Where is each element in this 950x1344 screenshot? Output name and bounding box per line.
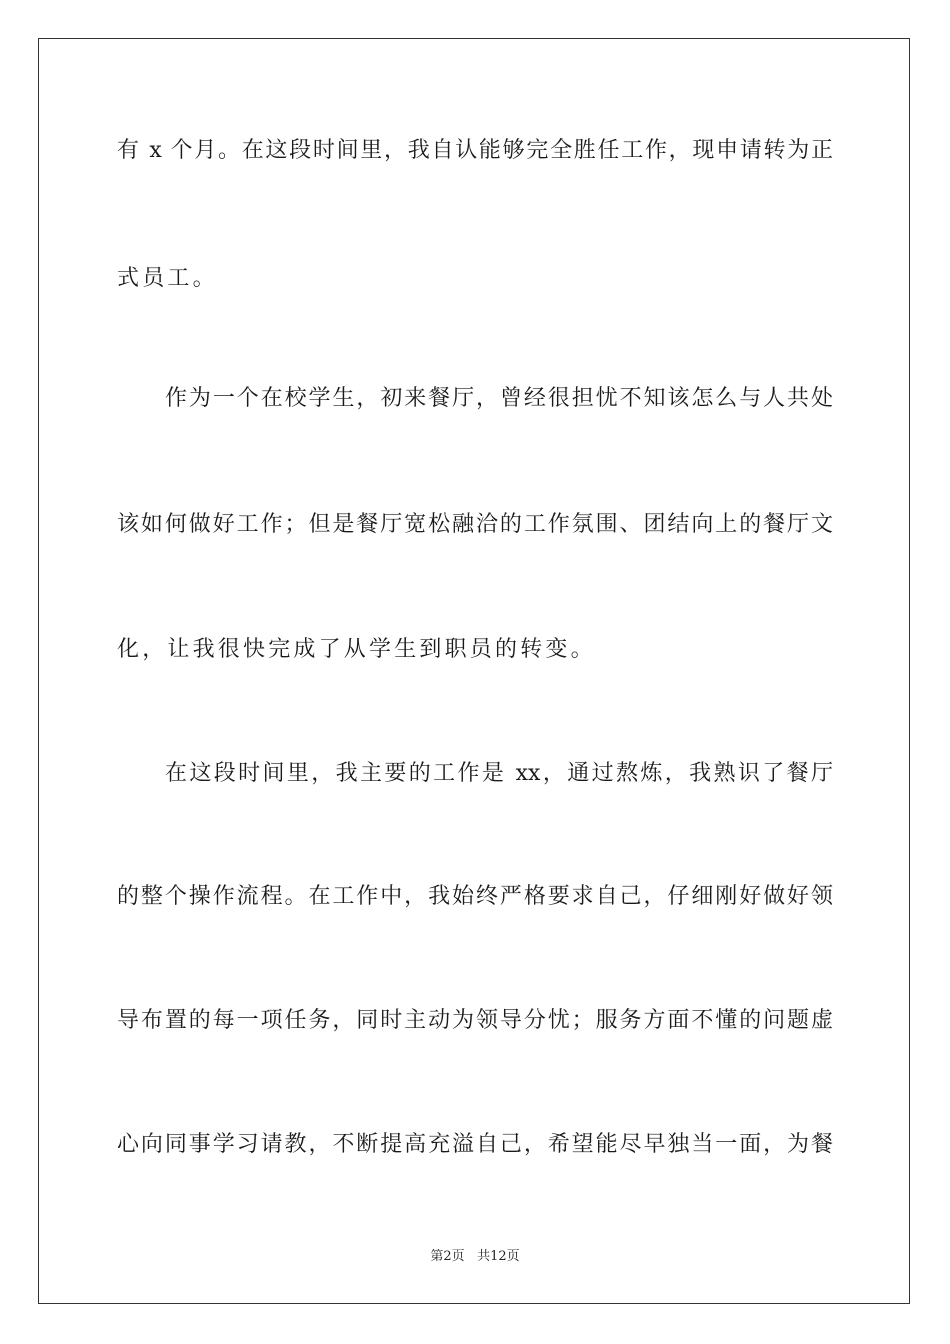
text-line: 该如何做好工作；但是餐厅宽松融洽的工作氛围、团结向上的餐厅文 [117,512,833,537]
text-line: 导布置的每一项任务，同时主动为领导分忧；服务方面不懂的问题虚 [117,1008,833,1033]
page-footer [0,1248,950,1266]
page-number: 第2页 [430,1249,465,1264]
page-frame [38,38,910,1304]
text-line: 有 x 个月。在这段时间里，我自认能够完全胜任工作，现申请转为正 [117,138,833,163]
page-total: 共12页 [477,1249,520,1264]
text-line: 式员工。 [117,266,218,291]
text-line: 的整个操作流程。在工作中，我始终严格要求自己，仔细刚好做好领 [117,884,833,909]
paragraph-first-line: 作为一个在校学生，初来餐厅，曾经很担忧不知该怎么与人共处 [165,386,833,411]
text-line: 化，让我很快完成了从学生到职员的转变。 [117,637,596,662]
text-line: 心向同事学习请教，不断提高充溢自己，希望能尽早独当一面，为餐 [117,1132,833,1157]
paragraph-first-line: 在这段时间里，我主要的工作是 xx，通过熬炼，我熟识了餐厅 [165,761,833,786]
